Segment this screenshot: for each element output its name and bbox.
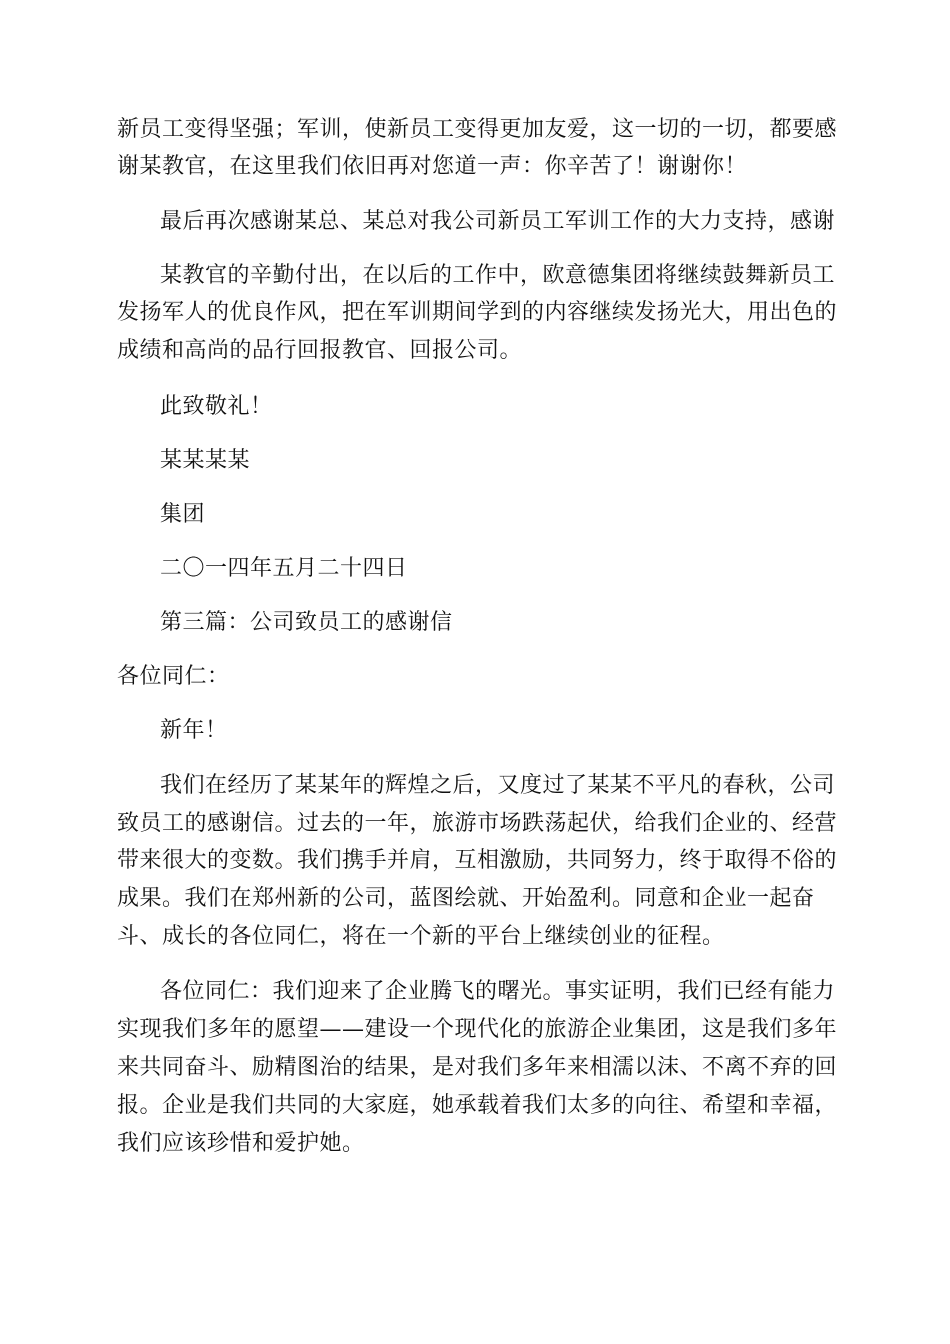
text-line: 各位同仁：我们迎来了企业腾飞的曙光。事实证明，我们已经有能力 <box>160 979 836 1004</box>
closing-salutation: 此致敬礼！ <box>160 394 273 419</box>
text-line: 带来很大的变数。我们携手并肩，互相激励，共同努力，终于取得不俗的 <box>117 848 838 873</box>
signature-name: 某某某某 <box>160 448 251 473</box>
text-line: 我们在经历了某某年的辉煌之后，又度过了某某不平凡的春秋，公司 <box>160 773 836 798</box>
letter-date: 二〇一四年五月二十四日 <box>160 556 408 581</box>
section-heading: 第三篇：公司致员工的感谢信 <box>160 610 453 635</box>
text-line: 斗、成长的各位同仁，将在一个新的平台上继续创业的征程。 <box>117 924 725 949</box>
text-line: 实现我们多年的愿望——建设一个现代化的旅游企业集团，这是我们多年 <box>117 1017 838 1042</box>
text-line: 发扬军人的优良作风，把在军训期间学到的内容继续发扬光大，用出色的 <box>117 300 838 325</box>
text-line: 某教官的辛勤付出，在以后的工作中，欧意德集团将继续鼓舞新员工 <box>160 263 836 288</box>
text-line: 新年！ <box>160 718 228 743</box>
text-line: 来共同奋斗、励精图治的结果，是对我们多年来相濡以沫、不离不弃的回 <box>117 1055 838 1080</box>
signature-organization: 集团 <box>160 502 206 527</box>
text-line: 致员工的感谢信。过去的一年，旅游市场跌荡起伏，给我们企业的、经营 <box>117 811 838 836</box>
text-line: 最后再次感谢某总、某总对我公司新员工军训工作的大力支持，感谢 <box>160 209 836 234</box>
text-line: 报。企业是我们共同的大家庭，她承载着我们太多的向往、希望和幸福， <box>117 1093 838 1118</box>
text-line: 成绩和高尚的品行回报教官、回报公司。 <box>117 338 523 363</box>
text-line: 谢某教官，在这里我们依旧再对您道一声：你辛苦了！谢谢你！ <box>117 154 748 179</box>
greeting: 各位同仁： <box>117 664 230 689</box>
text-line: 新员工变得坚强；军训，使新员工变得更加友爱，这一切的一切，都要感 <box>117 117 838 142</box>
text-line: 成果。我们在郑州新的公司，蓝图绘就、开始盈利。同意和企业一起奋 <box>117 886 815 911</box>
text-line: 我们应该珍惜和爱护她。 <box>117 1131 365 1156</box>
